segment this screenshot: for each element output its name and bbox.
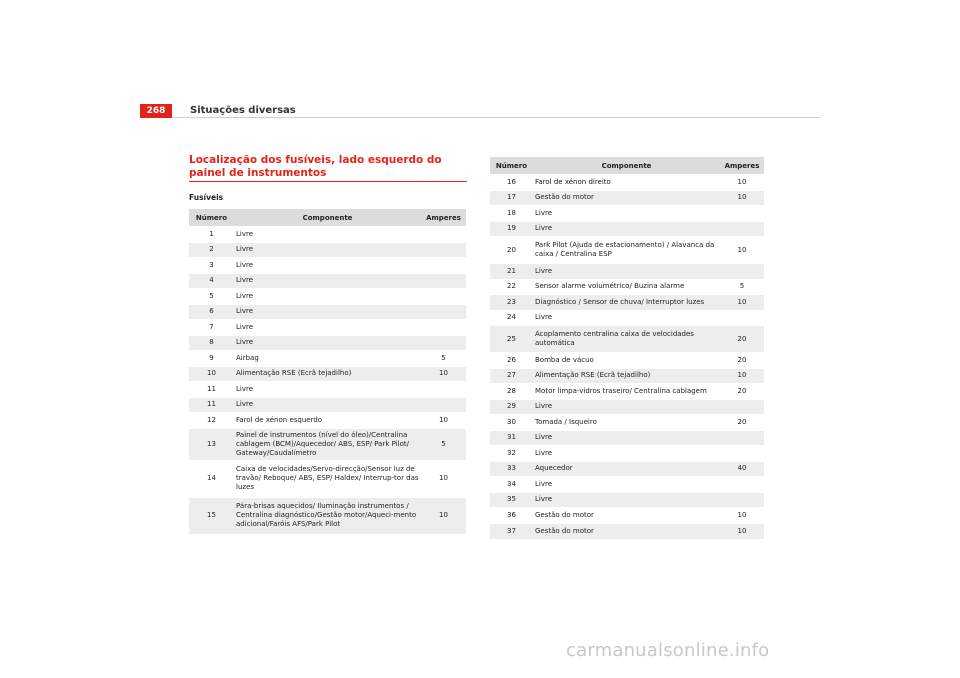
component-cell: Livre <box>234 397 421 413</box>
section-divider <box>189 181 467 182</box>
component-cell: Pára-brisas aquecidos/ Iluminação instrumentos / Centralina diagnóstico/Gestão motor/Aqueci-mento adicional/Faróis AFS/Park Pilot <box>234 497 421 534</box>
table-row <box>490 508 764 524</box>
fuse-table-right <box>490 157 764 539</box>
component-cell: Livre <box>533 430 720 446</box>
subheading: Fusíveis <box>189 193 224 202</box>
fuse-number-cell: 11 <box>189 397 234 413</box>
component-cell: Farol de xénon esquerdo <box>234 413 421 429</box>
table-row <box>189 258 466 274</box>
component-cell: Livre <box>533 310 720 326</box>
component-cell: Livre <box>234 227 421 243</box>
table-row <box>189 382 466 398</box>
table-row <box>490 461 764 477</box>
column-header-amperes: Amperes <box>720 157 764 175</box>
table-row <box>490 326 764 353</box>
table-row <box>490 368 764 384</box>
column-header-numero: Número <box>189 209 234 227</box>
fuse-number-cell: 25 <box>490 326 533 353</box>
fuse-number-cell: 32 <box>490 446 533 462</box>
component-cell: Livre <box>533 492 720 508</box>
fuse-number-cell: 3 <box>189 258 234 274</box>
table-row <box>490 353 764 369</box>
table-row <box>490 206 764 222</box>
page-number: 268 <box>140 104 172 118</box>
fuse-number-cell: 36 <box>490 508 533 524</box>
amperes-cell <box>421 320 466 336</box>
fuse-table-left-body <box>189 227 466 535</box>
fuse-number-cell: 9 <box>189 351 234 367</box>
fuse-number-cell: 4 <box>189 273 234 289</box>
amperes-cell <box>720 264 764 280</box>
amperes-cell <box>421 258 466 274</box>
amperes-cell <box>720 221 764 237</box>
amperes-cell: 10 <box>720 368 764 384</box>
amperes-cell <box>421 335 466 351</box>
fuse-number-cell: 22 <box>490 279 533 295</box>
component-cell: Farol de xénon direito <box>533 175 720 191</box>
amperes-cell: 10 <box>720 508 764 524</box>
fuse-number-cell: 14 <box>189 460 234 497</box>
component-cell: Livre <box>234 242 421 258</box>
amperes-cell: 10 <box>720 295 764 311</box>
fuse-number-cell: 35 <box>490 492 533 508</box>
amperes-cell <box>421 304 466 320</box>
amperes-cell: 20 <box>720 384 764 400</box>
fuse-number-cell: 30 <box>490 415 533 431</box>
component-cell: Alimentação RSE (Ecrã tejadilho) <box>533 368 720 384</box>
column-header-numero: Número <box>490 157 533 175</box>
table-row <box>490 295 764 311</box>
fuse-number-cell: 2 <box>189 242 234 258</box>
fuse-number-cell: 18 <box>490 206 533 222</box>
table-row <box>490 477 764 493</box>
amperes-cell: 40 <box>720 461 764 477</box>
table-row <box>490 190 764 206</box>
amperes-cell <box>421 273 466 289</box>
amperes-cell: 10 <box>720 523 764 539</box>
amperes-cell: 10 <box>720 190 764 206</box>
table-row <box>189 289 466 305</box>
fuse-number-cell: 17 <box>490 190 533 206</box>
component-cell: Livre <box>533 399 720 415</box>
amperes-cell <box>421 289 466 305</box>
table-row <box>490 221 764 237</box>
component-cell: Livre <box>234 382 421 398</box>
table-header-row <box>490 157 764 175</box>
component-cell: Livre <box>533 206 720 222</box>
component-cell: Gestão do motor <box>533 508 720 524</box>
fuse-table-left <box>189 209 466 534</box>
component-cell: Park Pilot (Ajuda de estacionamento) / Alavanca da caixa / Centralina ESP <box>533 237 720 264</box>
table-row <box>490 279 764 295</box>
fuse-number-cell: 37 <box>490 523 533 539</box>
table-row <box>189 273 466 289</box>
fuse-number-cell: 5 <box>189 289 234 305</box>
component-cell: Livre <box>533 221 720 237</box>
fuse-number-cell: 6 <box>189 304 234 320</box>
fuse-number-cell: 26 <box>490 353 533 369</box>
table-row <box>189 428 466 460</box>
fuse-number-cell: 7 <box>189 320 234 336</box>
component-cell: Tomada / Isqueiro <box>533 415 720 431</box>
fuse-number-cell: 16 <box>490 175 533 191</box>
amperes-cell <box>421 227 466 243</box>
table-row <box>189 335 466 351</box>
table-row <box>490 430 764 446</box>
amperes-cell: 10 <box>421 413 466 429</box>
table-row <box>490 523 764 539</box>
component-cell: Diagnóstico / Sensor de chuva/ Interruptor luzes <box>533 295 720 311</box>
amperes-cell: 5 <box>421 428 466 460</box>
amperes-cell: 5 <box>421 351 466 367</box>
fuse-number-cell: 28 <box>490 384 533 400</box>
amperes-cell: 10 <box>421 366 466 382</box>
component-cell: Bomba de vácuo <box>533 353 720 369</box>
fuse-number-cell: 1 <box>189 227 234 243</box>
fuse-number-cell: 8 <box>189 335 234 351</box>
table-row <box>490 415 764 431</box>
component-cell: Livre <box>234 258 421 274</box>
component-cell: Gestão do motor <box>533 523 720 539</box>
component-cell: Airbag <box>234 351 421 367</box>
fuse-number-cell: 11 <box>189 382 234 398</box>
column-header-componente: Componente <box>533 157 720 175</box>
amperes-cell <box>720 206 764 222</box>
amperes-cell <box>720 446 764 462</box>
amperes-cell: 20 <box>720 353 764 369</box>
component-cell: Caixa de velocidades/Servo-direcção/Sensor luz de travão/ Reboque/ ABS, ESP/ Haldex/ Interrup-tor das luzes <box>234 460 421 497</box>
section-title: Localização dos fusíveis, lado esquerdo do painel de instrumentos <box>189 154 442 179</box>
amperes-cell <box>720 477 764 493</box>
component-cell: Painel de instrumentos (nível do óleo)/Centralina cablagem (BCM)/Aquecedor/ ABS, ESP/ Park Pilot/ Gateway/Caudalímetro <box>234 428 421 460</box>
table-row <box>189 497 466 534</box>
amperes-cell <box>421 242 466 258</box>
amperes-cell <box>720 399 764 415</box>
amperes-cell: 20 <box>720 415 764 431</box>
amperes-cell: 10 <box>421 460 466 497</box>
fuse-number-cell: 19 <box>490 221 533 237</box>
component-cell: Gestão do motor <box>533 190 720 206</box>
fuse-table-right-body <box>490 175 764 539</box>
column-header-amperes: Amperes <box>421 209 466 227</box>
amperes-cell: 20 <box>720 326 764 353</box>
fuse-number-cell: 34 <box>490 477 533 493</box>
column-header-componente: Componente <box>234 209 421 227</box>
table-row <box>490 175 764 191</box>
component-cell: Livre <box>533 446 720 462</box>
component-cell: Livre <box>234 304 421 320</box>
fuse-number-cell: 31 <box>490 430 533 446</box>
table-row <box>189 397 466 413</box>
amperes-cell: 5 <box>720 279 764 295</box>
amperes-cell <box>421 382 466 398</box>
table-header-row <box>189 209 466 227</box>
component-cell: Livre <box>533 477 720 493</box>
table-row <box>189 366 466 382</box>
component-cell: Livre <box>234 289 421 305</box>
table-row <box>189 304 466 320</box>
component-cell: Acoplamento centralina caixa de velocidades automática <box>533 326 720 353</box>
table-row <box>189 460 466 497</box>
amperes-cell: 10 <box>421 497 466 534</box>
component-cell: Aquecedor <box>533 461 720 477</box>
component-cell: Livre <box>234 273 421 289</box>
component-cell: Livre <box>533 264 720 280</box>
watermark: carmanualsonline.info <box>566 640 770 661</box>
table-row <box>189 242 466 258</box>
amperes-cell <box>421 397 466 413</box>
amperes-cell <box>720 492 764 508</box>
table-row <box>189 351 466 367</box>
header-title: Situações diversas <box>190 105 296 116</box>
fuse-number-cell: 23 <box>490 295 533 311</box>
fuse-number-cell: 15 <box>189 497 234 534</box>
amperes-cell: 10 <box>720 175 764 191</box>
component-cell: Livre <box>234 320 421 336</box>
component-cell: Alimentação RSE (Ecrã tejadilho) <box>234 366 421 382</box>
table-row <box>490 310 764 326</box>
table-row <box>490 492 764 508</box>
table-row <box>189 320 466 336</box>
fuse-number-cell: 20 <box>490 237 533 264</box>
fuse-number-cell: 13 <box>189 428 234 460</box>
table-row <box>490 399 764 415</box>
table-row <box>490 237 764 264</box>
component-cell: Motor limpa-vidros traseiro/ Centralina cablagem <box>533 384 720 400</box>
table-row <box>189 413 466 429</box>
fuse-number-cell: 10 <box>189 366 234 382</box>
table-row <box>189 227 466 243</box>
table-row <box>490 446 764 462</box>
fuse-number-cell: 33 <box>490 461 533 477</box>
fuse-number-cell: 12 <box>189 413 234 429</box>
table-row <box>490 384 764 400</box>
fuse-number-cell: 29 <box>490 399 533 415</box>
amperes-cell: 10 <box>720 237 764 264</box>
component-cell: Livre <box>234 335 421 351</box>
amperes-cell <box>720 310 764 326</box>
header-divider <box>172 117 820 118</box>
component-cell: Sensor alarme volumétrico/ Buzina alarme <box>533 279 720 295</box>
table-row <box>490 264 764 280</box>
amperes-cell <box>720 430 764 446</box>
fuse-number-cell: 24 <box>490 310 533 326</box>
fuse-number-cell: 27 <box>490 368 533 384</box>
fuse-number-cell: 21 <box>490 264 533 280</box>
